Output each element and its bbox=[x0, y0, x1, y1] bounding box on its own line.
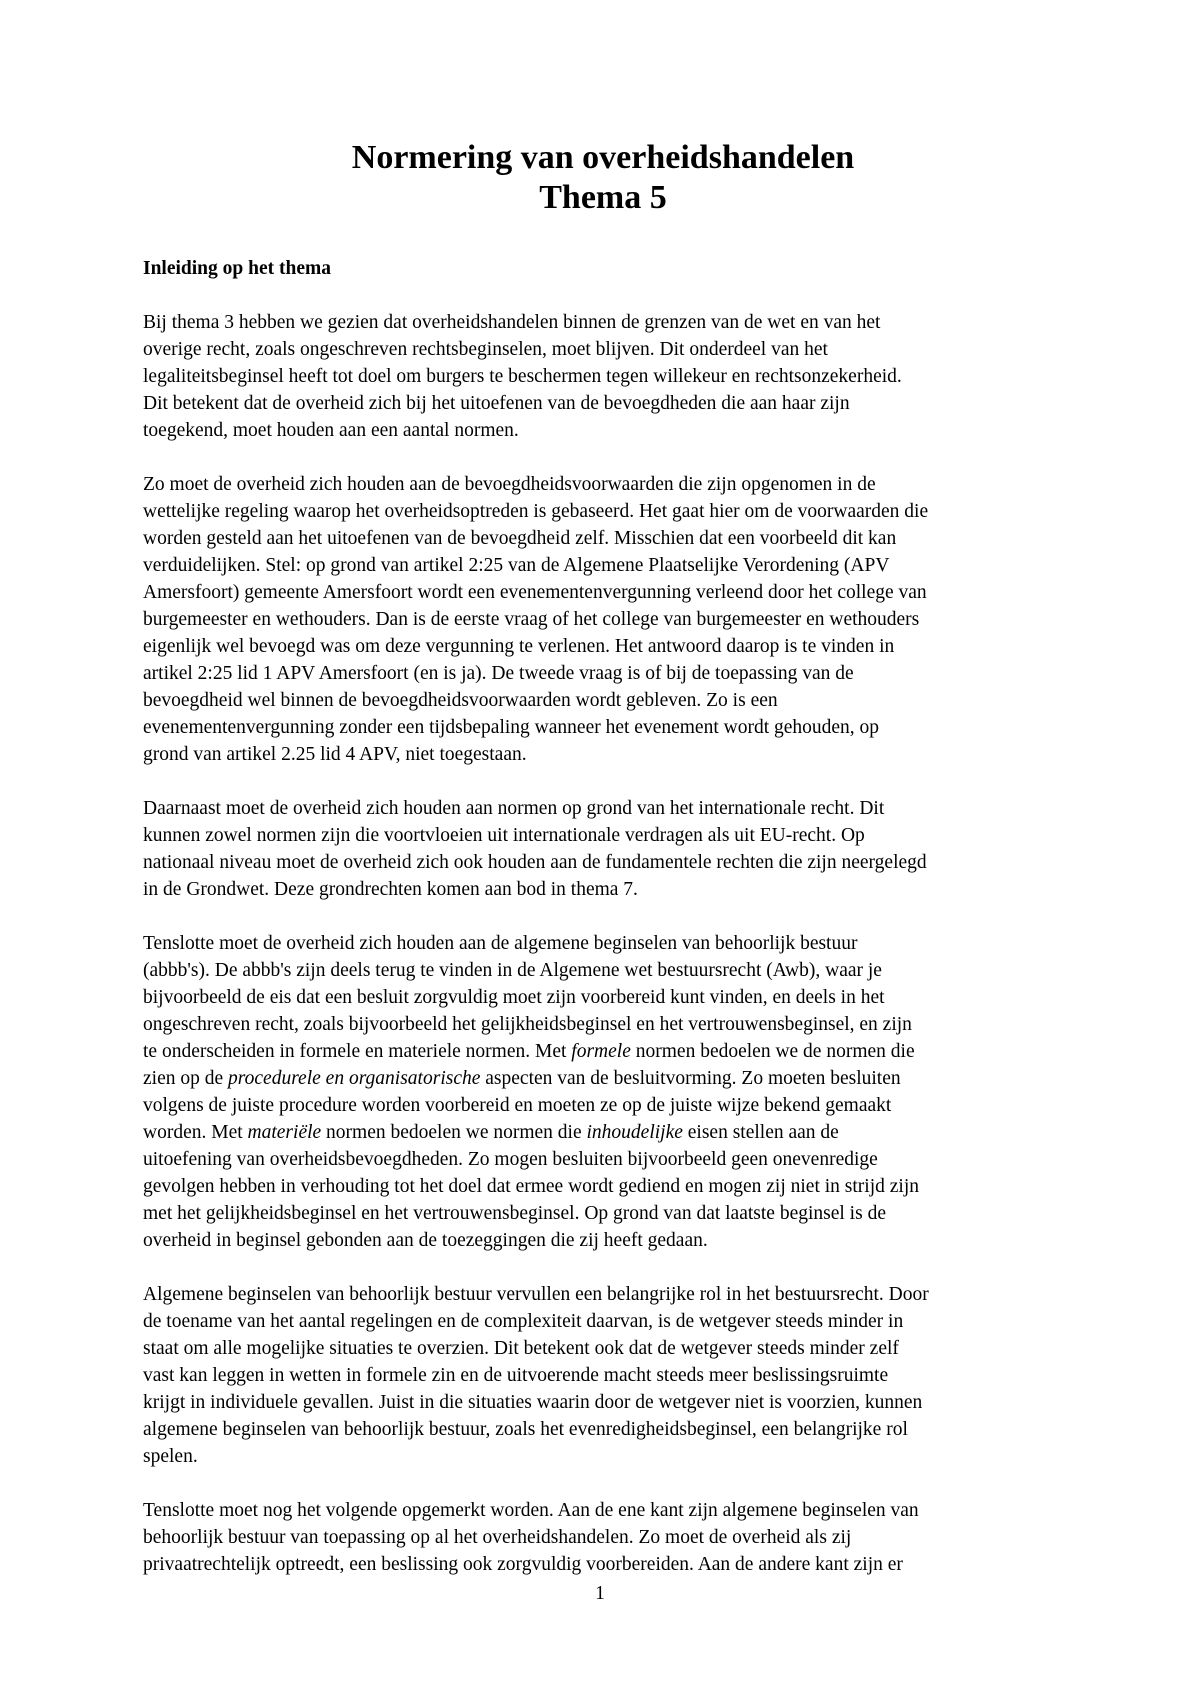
paragraph-line: legaliteitsbeginsel heeft tot doel om burgers te beschermen tegen willekeur en rechtsonzekerheid. bbox=[143, 366, 902, 387]
paragraph-line: artikel 2:25 lid 1 APV Amersfoort (en is ja). De tweede vraag is of bij de toepassing van de bbox=[143, 663, 854, 684]
text-run: eisen stellen aan de bbox=[687, 1122, 839, 1143]
section-heading: Inleiding op het thema bbox=[143, 258, 331, 279]
paragraph-line: toegekend, moet houden aan een aantal normen. bbox=[143, 420, 519, 441]
paragraph-line: ongeschreven recht, zoals bijvoorbeeld het gelijkheidsbeginsel en het vertrouwensbeginsel, en zijn bbox=[143, 1014, 912, 1035]
page-number: 1 bbox=[595, 1583, 605, 1604]
paragraph-3 bbox=[143, 795, 1063, 903]
paragraph-line: met het gelijkheidsbeginsel en het vertrouwensbeginsel. Op grond van dat laatste beginsel is de bbox=[143, 1203, 886, 1224]
paragraph-line: Dit betekent dat de overheid zich bij het uitoefenen van de bevoegdheden die aan haar zijn bbox=[143, 393, 850, 414]
paragraph-line: staat om alle mogelijke situaties te overzien. Dit betekent ook dat de wetgever steeds minder zelf bbox=[143, 1338, 899, 1359]
paragraph-line: overheid in beginsel gebonden aan de toezeggingen die zij heeft gedaan. bbox=[143, 1230, 708, 1251]
paragraph-line bbox=[143, 1119, 1063, 1146]
paragraph-line: burgemeester en wethouders. Dan is de eerste vraag of het college van burgemeester en wethouders bbox=[143, 609, 920, 630]
paragraph-line: worden gesteld aan het uitoefenen van de bevoegdheid zelf. Misschien dat een voorbeeld dit kan bbox=[143, 528, 897, 549]
paragraph-line: de toename van het aantal regelingen en de complexiteit daarvan, is de wetgever steeds minder in bbox=[143, 1311, 904, 1332]
paragraph-line: evenementenvergunning zonder een tijdsbepaling wanneer het evenement wordt gehouden, op bbox=[143, 717, 880, 738]
text-run: te onderscheiden in formele en materiele normen. Met bbox=[143, 1041, 567, 1062]
paragraph-line: in de Grondwet. Deze grondrechten komen aan bod in thema 7. bbox=[143, 879, 638, 900]
text-run: normen bedoelen we normen die bbox=[326, 1122, 582, 1143]
paragraph-5 bbox=[143, 1281, 1063, 1470]
paragraph-line bbox=[143, 1065, 1063, 1092]
paragraph-line: algemene beginselen van behoorlijk bestuur, zoals het evenredigheidsbeginsel, een belangrijke rol bbox=[143, 1419, 908, 1440]
paragraph-line: (abbb's). De abbb's zijn deels terug te vinden in de Algemene wet bestuursrecht (Awb), waar je bbox=[143, 960, 882, 981]
text-run: zien op de bbox=[143, 1068, 224, 1089]
paragraph-line: spelen. bbox=[143, 1446, 198, 1467]
paragraph-line bbox=[143, 1038, 1063, 1065]
document-page bbox=[143, 138, 1063, 1578]
paragraph-line: vast kan leggen in wetten in formele zin en de uitvoerende macht steeds meer beslissingsruimte bbox=[143, 1365, 889, 1386]
paragraph-line: bijvoorbeeld de eis dat een besluit zorgvuldig moet zijn voorbereid kunt vinden, en deels in het bbox=[143, 987, 885, 1008]
text-run: normen bedoelen we de normen die bbox=[635, 1041, 915, 1062]
text-run: worden. Met bbox=[143, 1122, 243, 1143]
paragraph-1 bbox=[143, 309, 1063, 444]
paragraph-line: Amersfoort) gemeente Amersfoort wordt een evenementenvergunning verleend door het college van bbox=[143, 582, 927, 603]
emphasis-materiele: materiële bbox=[247, 1122, 322, 1143]
paragraph-line: kunnen zowel normen zijn die voortvloeien uit internationale verdragen als uit EU-recht. Op bbox=[143, 825, 865, 846]
paragraph-line: eigenlijk wel bevoegd was om deze vergunning te verlenen. Het antwoord daarop is te vinden in bbox=[143, 636, 895, 657]
emphasis-formele: formele bbox=[571, 1041, 631, 1062]
paragraph-line: Tenslotte moet de overheid zich houden aan de algemene beginselen van behoorlijk bestuur bbox=[143, 933, 858, 954]
paragraph-6 bbox=[143, 1497, 1063, 1578]
paragraph-2 bbox=[143, 471, 1063, 768]
emphasis-procedurele: procedurele en organisatorische bbox=[228, 1068, 481, 1089]
paragraph-line: behoorlijk bestuur van toepassing op al het overheidshandelen. Zo moet de overheid als zij bbox=[143, 1527, 852, 1548]
paragraph-line: privaatrechtelijk optreedt, een beslissing ook zorgvuldig voorbereiden. Aan de andere kant zijn er bbox=[143, 1554, 903, 1575]
paragraph-line: Zo moet de overheid zich houden aan de bevoegdheidsvoorwaarden die zijn opgenomen in de bbox=[143, 474, 876, 495]
paragraph-line: wettelijke regeling waarop het overheidsoptreden is gebaseerd. Het gaat hier om de voorwaarden die bbox=[143, 501, 929, 522]
paragraph-line: gevolgen hebben in verhouding tot het doel dat ermee wordt gediend en mogen zij niet in strijd zijn bbox=[143, 1176, 920, 1197]
paragraph-line: bevoegdheid wel binnen de bevoegdheidsvoorwaarden wordt gebleven. Zo is een bbox=[143, 690, 778, 711]
paragraph-line: verduidelijken. Stel: op grond van artikel 2:25 van de Algemene Plaatselijke Verordening (APV bbox=[143, 555, 890, 576]
emphasis-inhoudelijke: inhoudelijke bbox=[586, 1122, 683, 1143]
text-run: aspecten van de besluitvorming. Zo moeten besluiten bbox=[485, 1068, 901, 1089]
paragraph-line: overige recht, zoals ongeschreven rechtsbeginselen, moet blijven. Dit onderdeel van het bbox=[143, 339, 828, 360]
paragraph-4 bbox=[143, 930, 1063, 1254]
paragraph-line: Daarnaast moet de overheid zich houden aan normen op grond van het internationale recht. Dit bbox=[143, 798, 885, 819]
paragraph-line: krijgt in individuele gevallen. Juist in die situaties waarin door de wetgever niet is voorzien, kunnen bbox=[143, 1392, 923, 1413]
paragraph-line: volgens de juiste procedure worden voorbereid en moeten ze op de juiste wijze bekend gemaakt bbox=[143, 1095, 892, 1116]
paragraph-line: nationaal niveau moet de overheid zich ook houden aan de fundamentele rechten die zijn neergelegd bbox=[143, 852, 927, 873]
paragraph-line: Bij thema 3 hebben we gezien dat overheidshandelen binnen de grenzen van de wet en van het bbox=[143, 312, 881, 333]
paragraph-line: uitoefening van overheidsbevoegdheden. Zo mogen besluiten bijvoorbeeld geen onevenredige bbox=[143, 1149, 878, 1170]
title-line-2: Thema 5 bbox=[539, 179, 667, 216]
title-line-1: Normering van overheidshandelen bbox=[351, 139, 855, 176]
paragraph-line: grond van artikel 2.25 lid 4 APV, niet toegestaan. bbox=[143, 744, 527, 765]
paragraph-line: Algemene beginselen van behoorlijk bestuur vervullen een belangrijke rol in het bestuursrecht. Door bbox=[143, 1284, 929, 1305]
document-title bbox=[143, 138, 1063, 218]
paragraph-line: Tenslotte moet nog het volgende opgemerkt worden. Aan de ene kant zijn algemene beginselen van bbox=[143, 1500, 919, 1521]
